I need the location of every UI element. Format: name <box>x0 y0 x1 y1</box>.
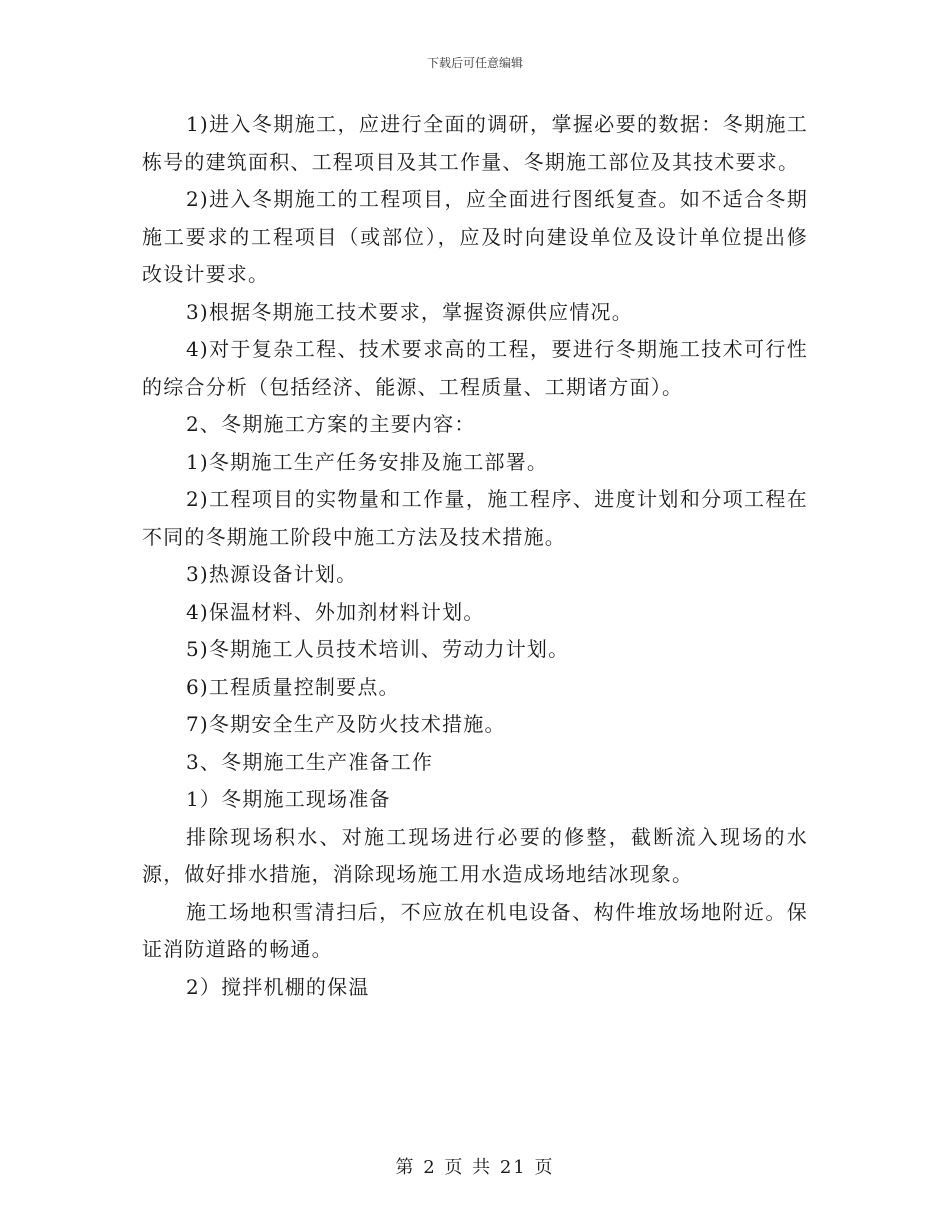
paragraph: 1)进入冬期施工，应进行全面的调研，掌握必要的数据：冬期施工栋号的建筑面积、工程项目及其工作量、冬期施工部位及其技术要求。 <box>142 112 808 174</box>
page-number: 第 2 页 共 21 页 <box>395 1157 555 1178</box>
section-heading: 2、冬期施工方案的主要内容： <box>186 412 476 436</box>
paragraph: 1)冬期施工生产任务安排及施工部署。 <box>186 449 549 474</box>
paragraph: 7)冬期安全生产及防火技术措施。 <box>186 712 506 736</box>
paragraph: 4)保温材料、外加剂材料计划。 <box>186 599 485 624</box>
page-header: 下载后可任意编辑 <box>426 56 523 70</box>
paragraph: 施工场地积雪清扫后，不应放在机电设备、构件堆放场地附近。保证消防道路的畅通。 <box>142 899 808 961</box>
paragraph: 2)工程项目的实物量和工作量，施工程序、进度计划和分项工程在不同的冬期施工阶段中施工方法及技术措施。 <box>142 487 808 549</box>
paragraph: 3)根据冬期施工技术要求，掌握资源供应情况。 <box>186 299 633 324</box>
paragraph: 5)冬期施工人员技术培训、劳动力计划。 <box>186 637 570 661</box>
subsection-heading: 2）搅拌机棚的保温 <box>186 974 370 999</box>
subsection-heading: 1）冬期施工现场准备 <box>186 787 391 811</box>
document-body <box>142 106 808 1006</box>
paragraph: 6)工程质量控制要点。 <box>186 674 400 699</box>
paragraph: 排除现场积水、对施工现场进行必要的修整，截断流入现场的水源，做好排水措施，消除现场施工用水造成场地结冰现象。 <box>142 824 808 886</box>
paragraph: 4)对于复杂工程、技术要求高的工程，要进行冬期施工技术可行性的综合分析（包括经济、能源、工程质量、工期诸方面）。 <box>142 337 808 399</box>
section-heading: 3、冬期施工生产准备工作 <box>186 749 434 774</box>
paragraph: 2)进入冬期施工的工程项目，应全面进行图纸复查。如不适合冬期施工要求的工程项目（或部位），应及时向建设单位及设计单位提出修改设计要求。 <box>142 187 808 286</box>
paragraph: 3)热源设备计划。 <box>186 562 358 586</box>
